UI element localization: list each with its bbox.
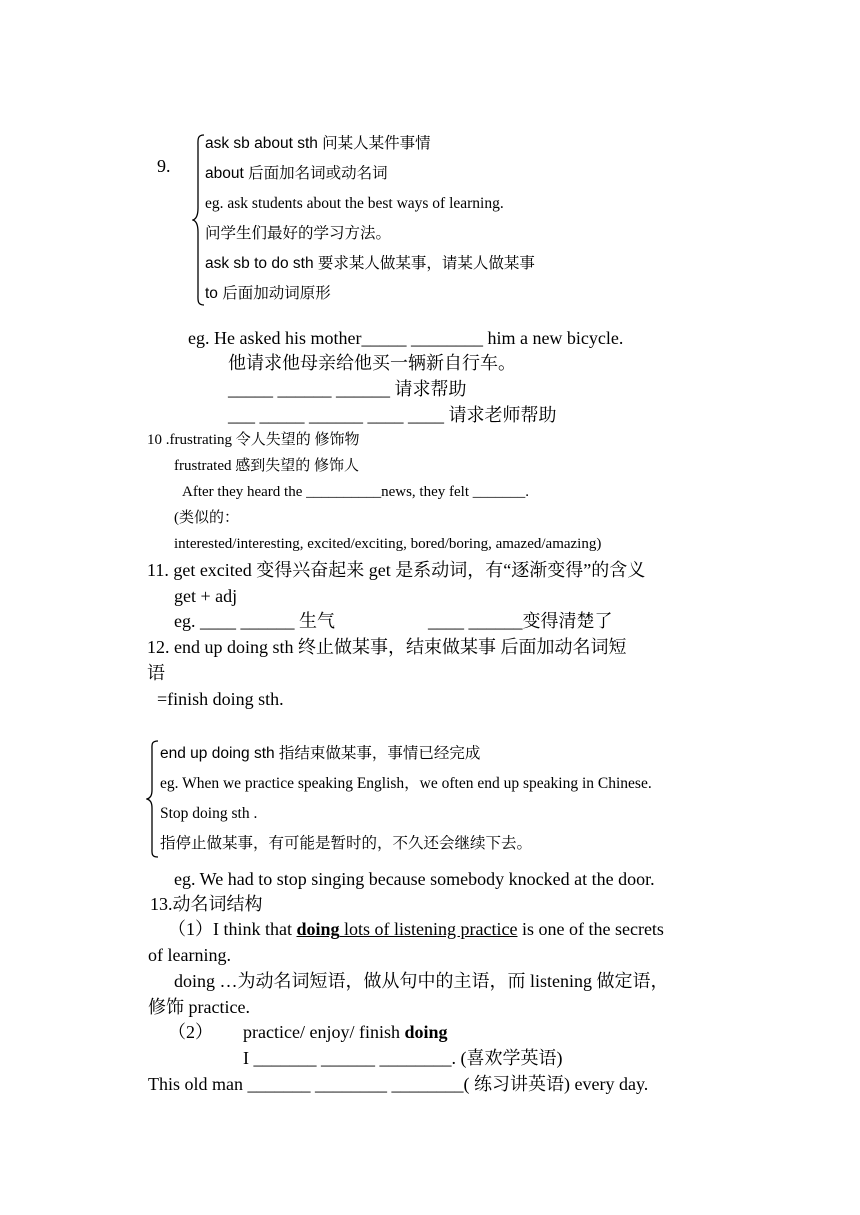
left-brace-icon bbox=[192, 134, 206, 306]
left-brace-icon bbox=[146, 740, 160, 858]
item12-line: 12. end up doing sth 终止做某事，结束做某事 后面加动名词短 bbox=[147, 637, 627, 657]
item11-line: get + adj bbox=[174, 586, 238, 606]
item13-line bbox=[243, 1020, 447, 1044]
box-line: 问学生们最好的学习方法。 bbox=[205, 225, 392, 242]
item11-line: 11. get excited 变得兴奋起来 get 是系动词，有“逐渐变得”的含义 bbox=[147, 560, 646, 580]
bold-word: doing bbox=[296, 919, 340, 939]
item10-line: 10 .frustrating 令人失望的 修饰物 bbox=[147, 432, 360, 448]
box-line: to 后面加动词原形 bbox=[205, 285, 331, 302]
text: is one of the secrets bbox=[517, 919, 664, 939]
item13-paragraph bbox=[168, 917, 664, 941]
fill-blank: ___ _____ ______ ____ ____ 请求老师帮助 bbox=[228, 405, 557, 425]
text: （1）I think that bbox=[168, 919, 297, 939]
bold-word: doing bbox=[404, 1022, 448, 1042]
item11-line: eg. ____ ______ 生气 bbox=[174, 611, 335, 631]
item12-line: 语 bbox=[147, 663, 165, 683]
box-line: Stop doing sth . bbox=[160, 805, 258, 822]
example-sentence: eg. He asked his mother_____ ________ him a new bicycle. bbox=[188, 328, 624, 348]
item13-line-num: （2） bbox=[168, 1022, 213, 1042]
item10-line: After they heard the __________news, they felt _______. bbox=[182, 484, 529, 500]
item13-title: 13.动名词结构 bbox=[150, 894, 263, 914]
box-line: eg. ask students about the best ways of learning. bbox=[205, 195, 504, 212]
box-line: about 后面加名词或动名词 bbox=[205, 165, 388, 182]
item11-line: ____ ______变得清楚了 bbox=[428, 611, 613, 631]
example-translation: 他请求他母亲给他买一辆新自行车。 bbox=[228, 353, 516, 373]
example-sentence: eg. We had to stop singing because somebody knocked at the door. bbox=[174, 869, 655, 889]
item13-line: This old man _______ ________ ________( 练习讲英语) every day. bbox=[148, 1074, 649, 1094]
box-line: ask sb to do sth 要求某人做某事，请某人做某事 bbox=[205, 255, 535, 272]
item13-line: 修饰 practice. bbox=[148, 997, 250, 1017]
box-line: ask sb about sth 问某人某件事情 bbox=[205, 135, 431, 152]
item-number-9: 9. bbox=[157, 156, 171, 176]
item13-line: I _______ ______ ________. (喜欢学英语) bbox=[243, 1048, 563, 1068]
box-line: eg. When we practice speaking English，we often end up speaking in Chinese. bbox=[160, 775, 652, 792]
item13-line: of learning. bbox=[148, 945, 231, 965]
text: practice/ enjoy/ finish bbox=[243, 1022, 405, 1042]
underlined-phrase bbox=[297, 919, 518, 939]
box-line: end up doing sth 指结束做某事，事情已经完成 bbox=[160, 745, 481, 762]
item10-line: frustrated 感到失望的 修饰人 bbox=[174, 458, 359, 474]
item13-line: doing …为动名词短语，做从句中的主语，而 listening 做定语， bbox=[174, 971, 669, 991]
item12-line: =finish doing sth. bbox=[157, 689, 284, 709]
item10-line: interested/interesting, excited/exciting, bored/boring, amazed/amazing) bbox=[174, 536, 602, 552]
item10-line: (类似的： bbox=[174, 510, 239, 526]
fill-blank: _____ ______ ______ 请求帮助 bbox=[228, 379, 467, 399]
text: lots of listening practice bbox=[339, 919, 518, 939]
box-line: 指停止做某事，有可能是暂时的，不久还会继续下去。 bbox=[160, 835, 533, 852]
